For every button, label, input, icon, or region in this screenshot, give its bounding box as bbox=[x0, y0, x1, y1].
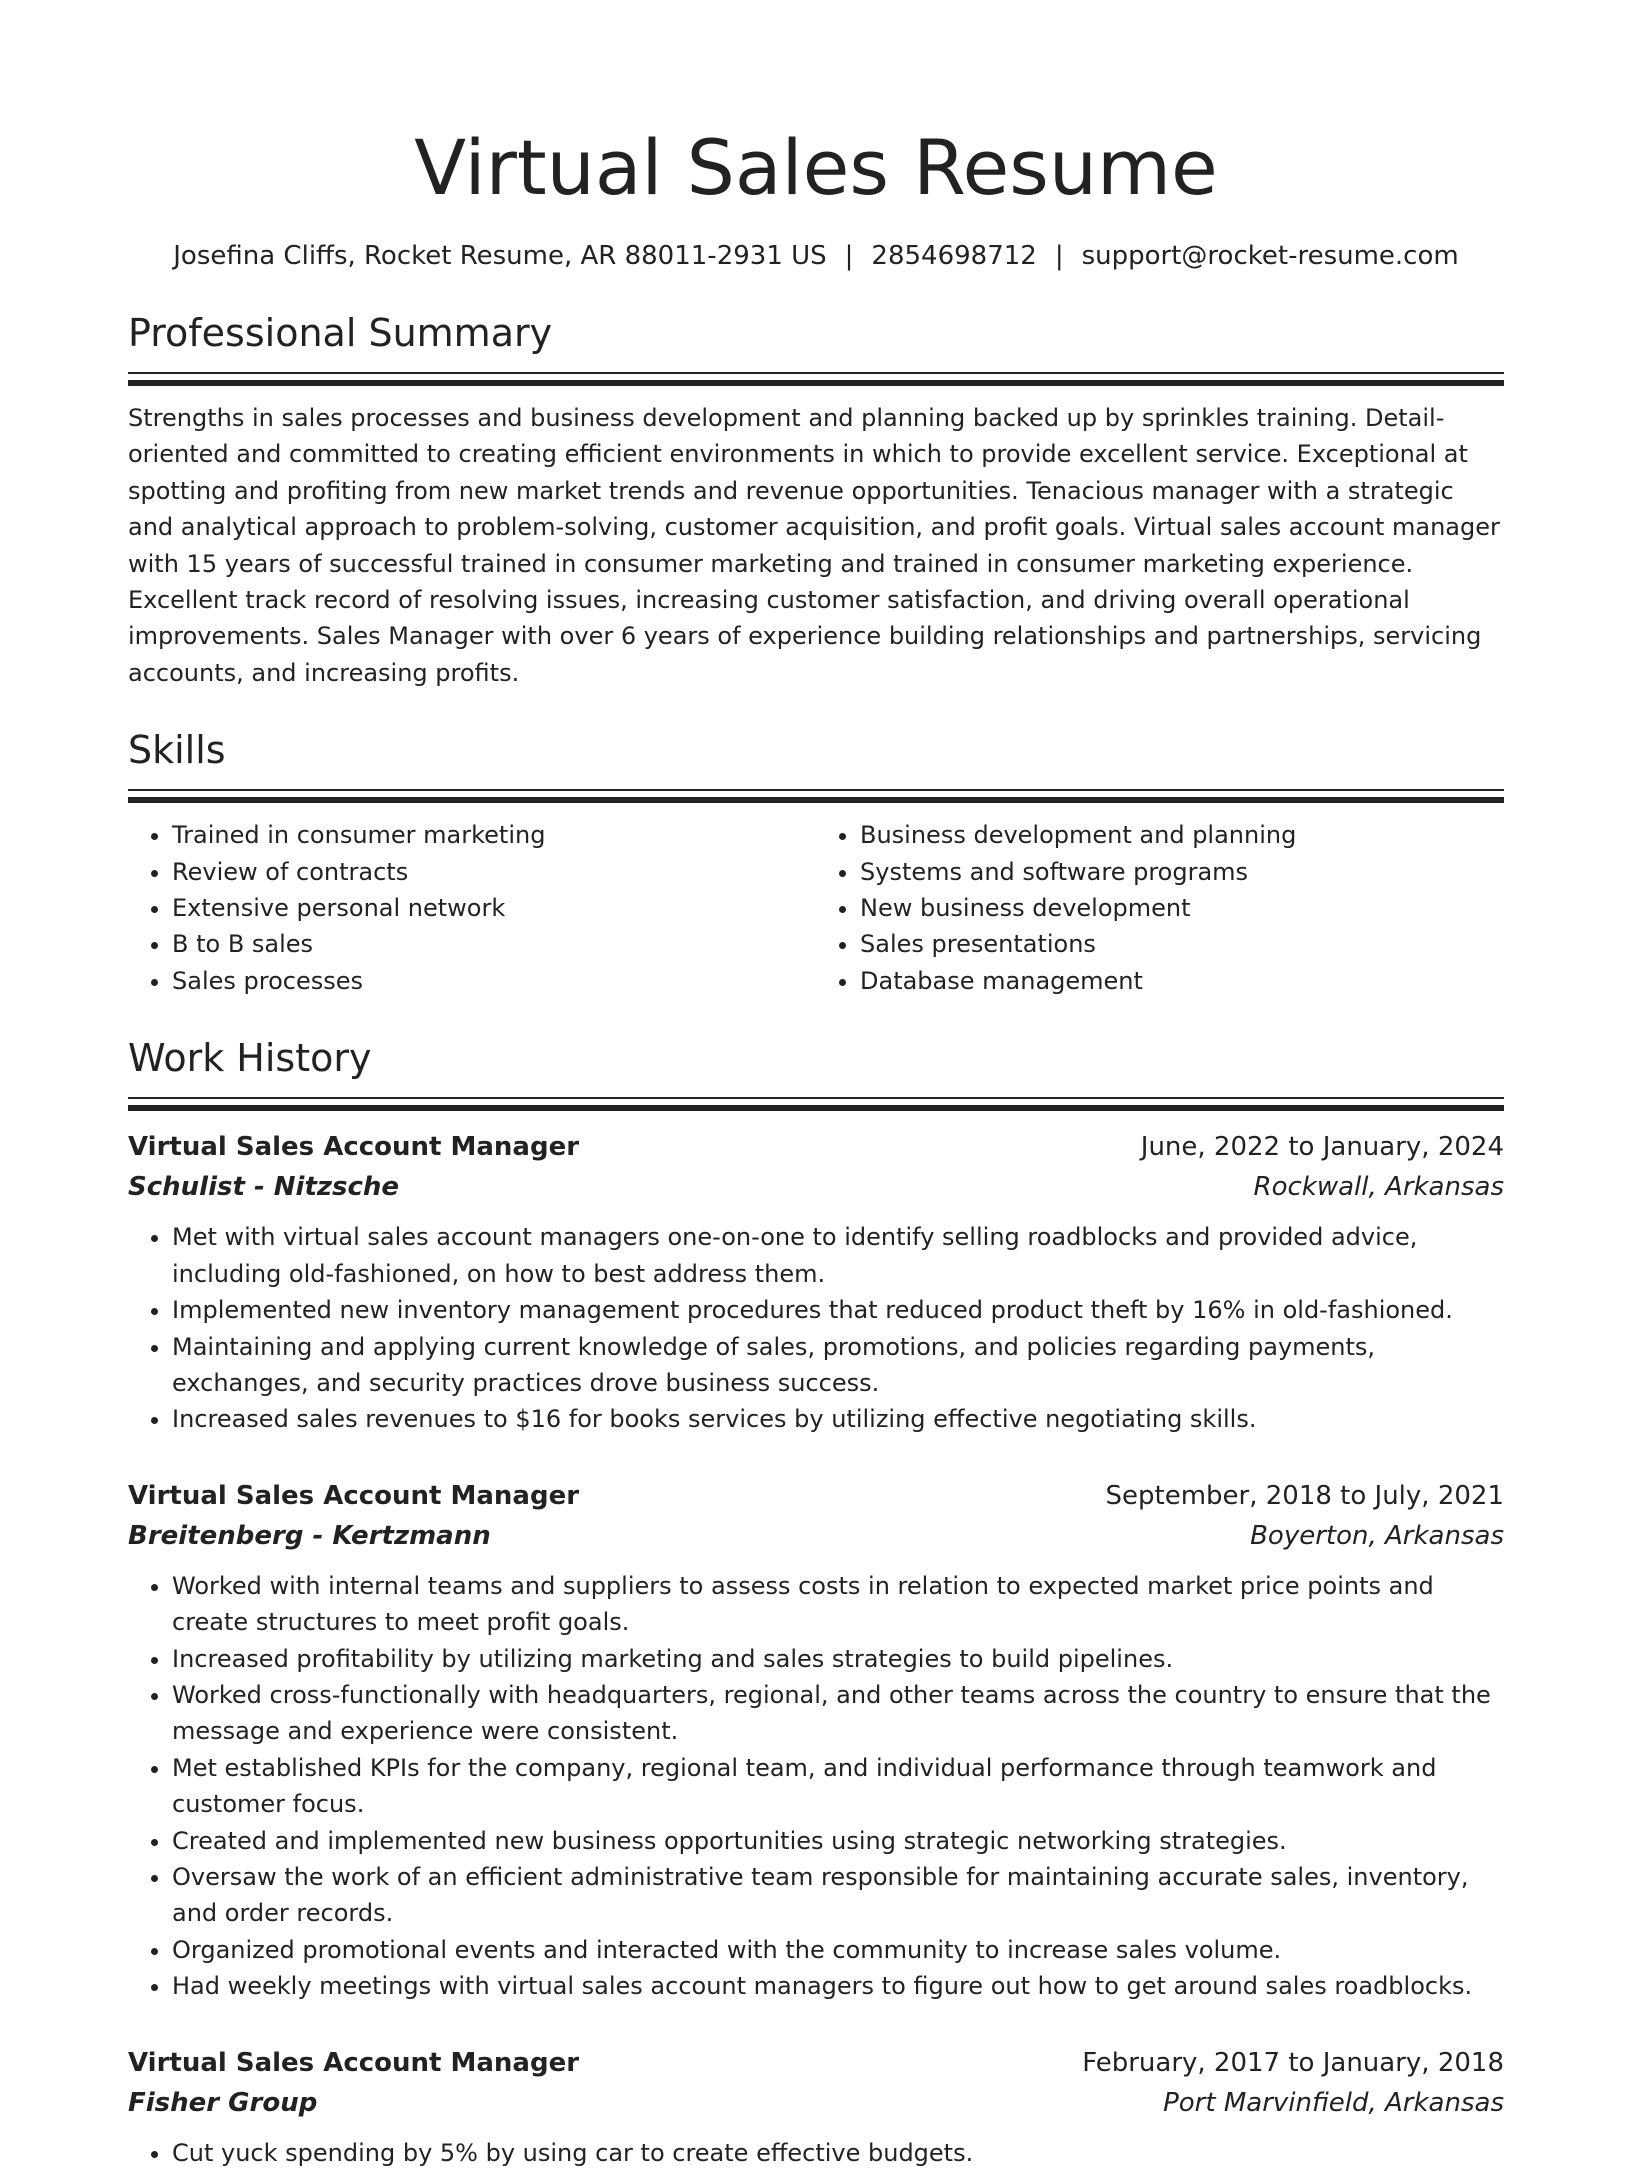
job-bullet: • Organized promotional events and interacted with the community to increase sales volume. bbox=[172, 1932, 1504, 1968]
contact-address: Josefina Cliffs, Rocket Resume, AR 88011-2931 US bbox=[173, 241, 827, 271]
skill-item: • Review of contracts bbox=[172, 854, 816, 890]
resume-title: Virtual Sales Resume bbox=[414, 123, 1218, 212]
job-company: Fisher Group bbox=[128, 2087, 318, 2118]
skill-item: • Business development and planning bbox=[860, 817, 1504, 853]
job-entry bbox=[128, 1476, 1504, 2005]
contact-email: support@rocket-resume.com bbox=[1081, 241, 1459, 271]
job-title: Virtual Sales Account Manager bbox=[128, 2047, 580, 2078]
job-company-row bbox=[128, 2083, 1504, 2123]
skill-item: • Sales processes bbox=[172, 963, 816, 999]
work-history-section bbox=[128, 1033, 1504, 2171]
job-location: Port Marvinfield, Arkansas bbox=[1163, 2087, 1504, 2118]
job-header-row bbox=[128, 1127, 1504, 1167]
job-bullet: • Had weekly meetings with virtual sales account managers to figure out how to get around sales roadblocks. bbox=[172, 1968, 1504, 2004]
job-bullet: • Met established KPIs for the company, regional team, and individual performance through teamwork and customer focus. bbox=[172, 1750, 1504, 1823]
professional-summary-section bbox=[128, 308, 1504, 691]
job-bullets bbox=[128, 1568, 1504, 2005]
job-header-row bbox=[128, 1476, 1504, 1516]
job-header-row bbox=[128, 2043, 1504, 2083]
job-location: Rockwall, Arkansas bbox=[1253, 1172, 1504, 1203]
job-bullet: • Worked cross-functionally with headquarters, regional, and other teams across the country to ensure that the message and experience were consistent. bbox=[172, 1677, 1504, 1750]
job-bullet: • Maintaining and applying current knowledge of sales, promotions, and policies regarding payments, exchanges, and security practices drove business success. bbox=[172, 1329, 1504, 1402]
job-company: Breitenberg - Kertzmann bbox=[128, 1520, 491, 1551]
job-bullet: • Cut yuck spending by 5% by using car to create effective budgets. bbox=[172, 2135, 1504, 2171]
skill-item: • Systems and software programs bbox=[860, 854, 1504, 890]
contact-phone: 2854698712 bbox=[871, 241, 1037, 271]
job-dates: February, 2017 to January, 2018 bbox=[1082, 2047, 1504, 2078]
job-bullet: • Increased profitability by utilizing marketing and sales strategies to build pipelines. bbox=[172, 1641, 1504, 1677]
job-company-row bbox=[128, 1167, 1504, 1207]
job-bullets bbox=[128, 1219, 1504, 1437]
summary-text: Strengths in sales processes and business development and planning backed up by sprinkles training. Detail-oriented and committed to creating efficient environments in which to provide excellent service. Exceptional at spotting and profiting from new market trends and revenue opportunities. Tenacious manager with a strategic and analytical approach to problem-solving, customer acquisition, and profit goals. Virtual sales account manager with 15 years of successful trained in consumer marketing and trained in consumer marketing experience. Excellent track record of resolving issues, increasing customer satisfaction, and driving overall operational improvements. Sales Manager with over 6 years of experience building relationships and partnerships, servicing accounts, and increasing profits. bbox=[128, 404, 1500, 687]
skills-section bbox=[128, 725, 1504, 999]
job-title: Virtual Sales Account Manager bbox=[128, 1480, 580, 1511]
job-bullet: • Met with virtual sales account managers one-on-one to identify selling roadblocks and provided advice, including old-fashioned, on how to best address them. bbox=[172, 1219, 1504, 1292]
job-dates: September, 2018 to July, 2021 bbox=[1105, 1480, 1504, 1511]
skills-list bbox=[128, 817, 1504, 999]
section-heading: Professional Summary bbox=[128, 311, 553, 355]
job-bullet: • Created and implemented new business opportunities using strategic networking strategies. bbox=[172, 1823, 1504, 1859]
skill-item: • Database management bbox=[860, 963, 1504, 999]
skill-item: • Extensive personal network bbox=[172, 890, 816, 926]
contact-line bbox=[128, 238, 1504, 274]
job-bullet: • Increased sales revenues to $16 for books services by utilizing effective negotiating skills. bbox=[172, 1401, 1504, 1437]
job-entry bbox=[128, 1127, 1504, 1437]
skill-item: • Sales presentations bbox=[860, 926, 1504, 962]
job-bullet: • Oversaw the work of an efficient administrative team responsible for maintaining accurate sales, inventory, and order records. bbox=[172, 1859, 1504, 1932]
contact-separator: | bbox=[844, 241, 854, 271]
job-company-row bbox=[128, 1516, 1504, 1556]
section-divider bbox=[128, 789, 1504, 803]
job-bullets bbox=[128, 2135, 1504, 2171]
section-divider bbox=[128, 372, 1504, 386]
skill-item: • B to B sales bbox=[172, 926, 816, 962]
job-entry bbox=[128, 2043, 1504, 2171]
job-bullet: • Worked with internal teams and suppliers to assess costs in relation to expected market price points and create structures to meet profit goals. bbox=[172, 1568, 1504, 1641]
section-heading: Skills bbox=[128, 728, 226, 773]
job-title: Virtual Sales Account Manager bbox=[128, 1132, 580, 1163]
contact-separator: | bbox=[1054, 241, 1064, 271]
skills-column-right bbox=[816, 817, 1504, 999]
skills-column-left bbox=[128, 817, 816, 999]
job-company: Schulist - Nitzsche bbox=[128, 1172, 400, 1203]
section-divider bbox=[128, 1097, 1504, 1111]
job-location: Boyerton, Arkansas bbox=[1250, 1520, 1504, 1551]
job-dates: June, 2022 to January, 2024 bbox=[1140, 1132, 1504, 1163]
job-bullet: • Implemented new inventory management procedures that reduced product theft by 16% in old-fashioned. bbox=[172, 1292, 1504, 1328]
skill-item: • New business development bbox=[860, 890, 1504, 926]
section-heading: Work History bbox=[128, 1036, 372, 1081]
skill-item: • Trained in consumer marketing bbox=[172, 817, 816, 853]
